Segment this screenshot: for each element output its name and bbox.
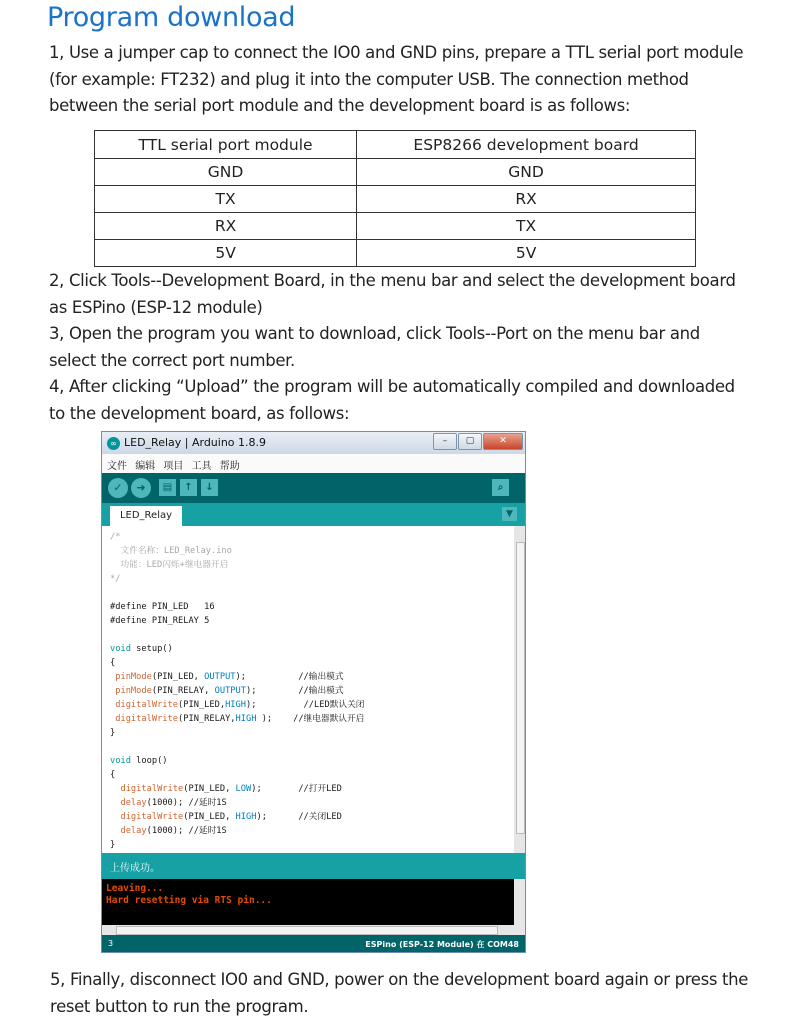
- menu-file[interactable]: 文件: [107, 461, 127, 472]
- table-header-cell: ESP8266 development board: [357, 131, 696, 159]
- status-bar: [102, 853, 525, 879]
- arduino-ide-screenshot: [101, 431, 526, 953]
- code-text: /* 文件名称：LED_Relay.ino 功能：LED闪烁+继电器开启 */ #define PIN_LED 16 #define PIN_RELAY 5 void setup() { pinMode(PIN_LED, OUTPUT); //输出模式 pinMode(PIN_RELAY, OUTPUT); //输出模式 digitalWrite(PIN_LED,HIGH); //LED默认关闭 digitalWrite(PIN_RELAY,HIGH ); //继电器默认开启 } void loop() { digitalWrite(PIN_LED, LOW); //打开LED delay(1000); //延时1S digitalWrite(PIN_LED, HIGH); //关闭LED delay(1000); //延时1S }: [110, 532, 365, 850]
- arduino-logo-icon: ∞: [107, 437, 120, 450]
- table-row: [95, 186, 696, 213]
- console-scrollbar[interactable]: [514, 879, 525, 925]
- table-cell: GND: [95, 159, 357, 186]
- page-title: Program download: [47, 2, 296, 33]
- table-row: [95, 159, 696, 186]
- step-4-text: 4, After clicking “Upload” the program will be automatically compiled and downloaded to the development board, as follows:: [49, 377, 735, 423]
- serial-monitor-icon[interactable]: ⌕: [492, 479, 509, 496]
- menu-tools[interactable]: 工具: [191, 461, 212, 472]
- tab-menu-icon[interactable]: ▼: [502, 507, 517, 521]
- table-row: [95, 213, 696, 240]
- pin-connection-table: [94, 130, 696, 267]
- window-title: LED_Relay | Arduino 1.8.9: [124, 436, 267, 449]
- open-icon[interactable]: ↑: [180, 479, 197, 496]
- table-row: [95, 240, 696, 267]
- window-controls: [432, 433, 523, 450]
- ide-toolbar: [102, 473, 525, 503]
- table-cell: RX: [95, 213, 357, 240]
- tab-bar: [102, 503, 525, 526]
- upload-icon[interactable]: ➜: [131, 478, 151, 498]
- table-cell: 5V: [95, 240, 357, 267]
- code-editor[interactable]: [102, 526, 514, 853]
- close-icon[interactable]: ✕: [483, 433, 523, 450]
- maximize-icon[interactable]: ▢: [458, 433, 482, 450]
- line-number: 3: [108, 939, 114, 948]
- step-5-text: 5, Finally, disconnect IO0 and GND, power on the development board again or press the reset button to run the program.: [50, 970, 748, 1016]
- menu-sketch[interactable]: 项目: [163, 461, 184, 472]
- upload-status: 上传成功。: [110, 863, 160, 874]
- step-3-text: 3, Open the program you want to download, click Tools--Port on the menu bar and select the correct port number.: [49, 324, 700, 370]
- table-cell: 5V: [357, 240, 696, 267]
- table-cell: TX: [357, 213, 696, 240]
- scrollbar-thumb[interactable]: [116, 926, 498, 935]
- menu-help[interactable]: 帮助: [219, 461, 240, 472]
- minimize-icon[interactable]: –: [433, 433, 457, 450]
- tab-led-relay[interactable]: LED_Relay: [110, 506, 182, 526]
- new-file-icon[interactable]: ▤: [159, 479, 176, 496]
- table-cell: TX: [95, 186, 357, 213]
- verify-icon[interactable]: ✓: [108, 478, 128, 498]
- table-cell: GND: [357, 159, 696, 186]
- scrollbar-thumb[interactable]: [516, 542, 525, 834]
- step-1-text: 1, Use a jumper cap to connect the IO0 and GND pins, prepare a TTL serial port module (for example: FT232) and plug it into the computer USB. The connection method between the serial port module and the development board is as follows:: [49, 43, 744, 115]
- table-header-row: [95, 131, 696, 159]
- editor-scrollbar[interactable]: [514, 526, 525, 853]
- menu-edit[interactable]: 编辑: [135, 461, 156, 472]
- board-port-info: ESPino (ESP-12 Module) 在 COM48: [365, 940, 519, 949]
- save-icon[interactable]: ↓: [201, 479, 218, 496]
- horizontal-scrollbar[interactable]: [102, 925, 525, 935]
- ide-footer: [102, 935, 525, 952]
- console-output: [102, 879, 514, 925]
- menu-bar: [102, 454, 525, 473]
- console-text: Leaving... Hard resetting via RTS pin...: [106, 883, 272, 906]
- step-2-text: 2, Click Tools--Development Board, in the menu bar and select the development board as ESPino (ESP-12 module): [49, 271, 736, 317]
- table-header-cell: TTL serial port module: [95, 131, 357, 159]
- window-titlebar: [102, 432, 525, 454]
- table-cell: RX: [357, 186, 696, 213]
